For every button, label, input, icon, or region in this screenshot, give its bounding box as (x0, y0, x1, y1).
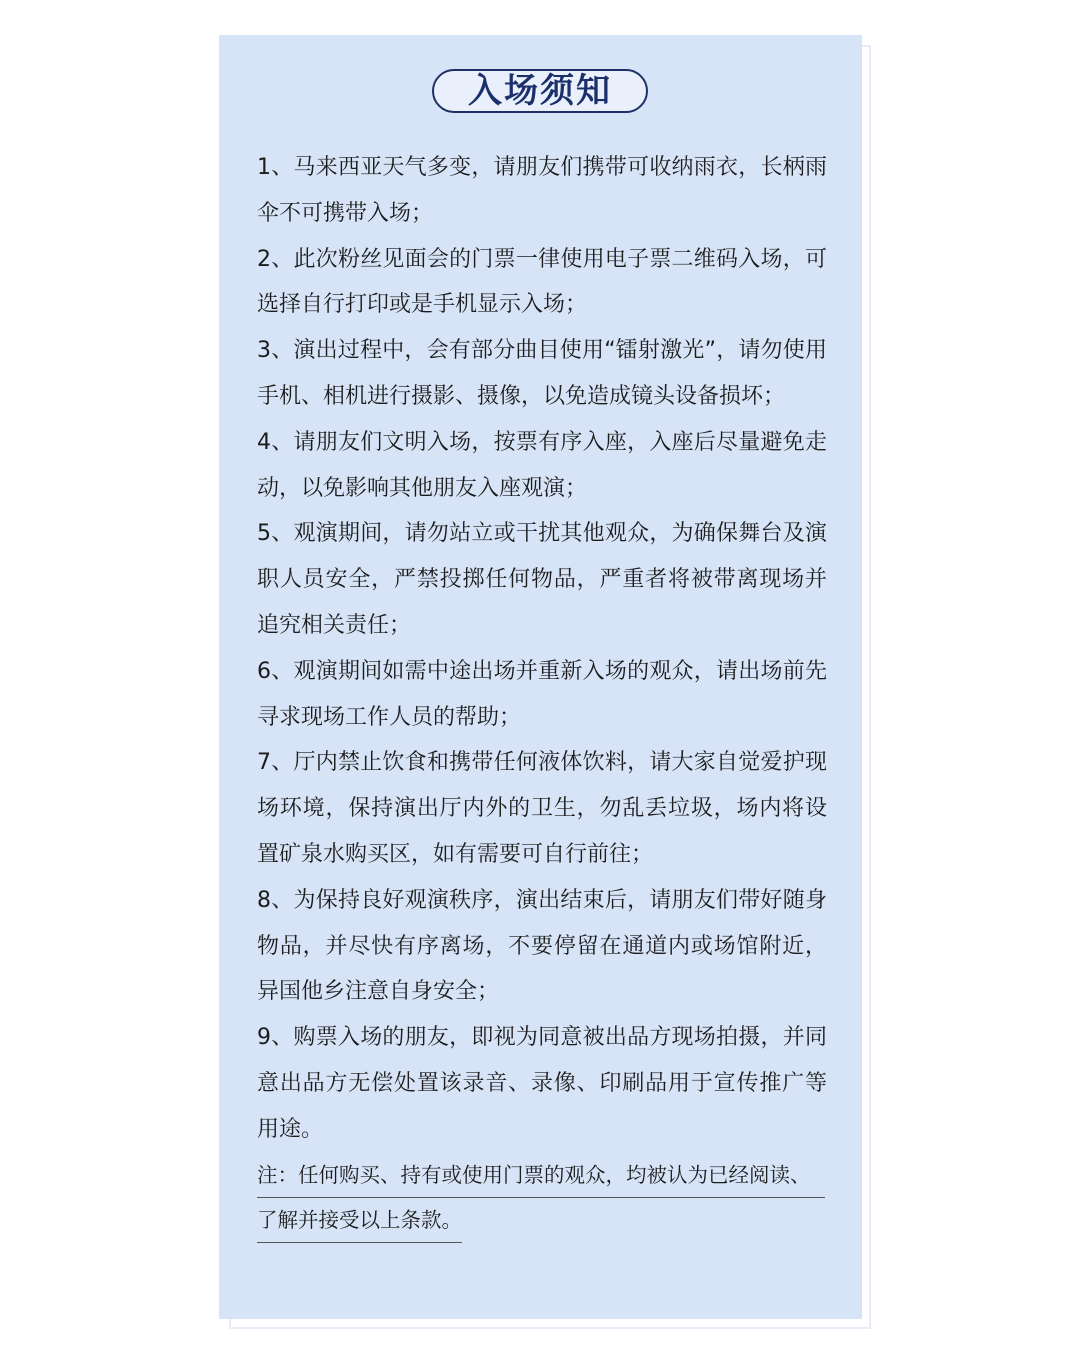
title-badge (432, 69, 648, 113)
rule-item: 3、演出过程中，会有部分曲目使用“镭射激光”，请勿使用手机、相机进行摄影、摄像，以免造成镜头设备损坏； (257, 338, 827, 409)
disclaimer-note (257, 1153, 827, 1245)
rule-item: 4、请朋友们文明入场，按票有序入座，入座后尽量避免走动，以免影响其他朋友入座观演； (257, 429, 827, 501)
disclaimer-line-2: 了解并接受以上条款。 (257, 1198, 462, 1243)
rule-item: 9、购票入场的朋友，即视为同意被出品方现场拍摄，并同意出品方无偿处置该录音、录像、印刷品用于宣传推广等用途。 (257, 1025, 827, 1142)
rules-list (257, 145, 827, 1244)
rule-item: 5、观演期间，请勿站立或干扰其他观众，为确保舞台及演职人员安全，严禁投掷任何物品，严重者将被带离现场并追究相关责任； (257, 521, 827, 638)
notice-card (219, 35, 862, 1319)
rule-item: 8、为保持良好观演秩序，演出结束后，请朋友们带好随身物品，并尽快有序离场，不要停留在通道内或场馆附近，异国他乡注意自身安全； (257, 887, 827, 1005)
rule-item: 2、此次粉丝见面会的门票一律使用电子票二维码入场，可选择自行打印或是手机显示入场； (257, 246, 827, 318)
rule-item: 1、马来西亚天气多变，请朋友们携带可收纳雨衣，长柄雨伞不可携带入场； (257, 155, 827, 226)
rule-item: 6、观演期间如需中途出场并重新入场的观众，请出场前先寻求现场工作人员的帮助； (257, 658, 827, 730)
disclaimer-line-1: 注：任何购买、持有或使用门票的观众，均被认为已经阅读、 (257, 1153, 825, 1198)
page-title: 入场须知 (468, 71, 612, 111)
rule-item: 7、厅内禁止饮食和携带任何液体饮料，请大家自觉爱护现场环境，保持演出厅内外的卫生，勿乱丢垃圾，场内将设置矿泉水购买区，如有需要可自行前往； (257, 750, 827, 867)
